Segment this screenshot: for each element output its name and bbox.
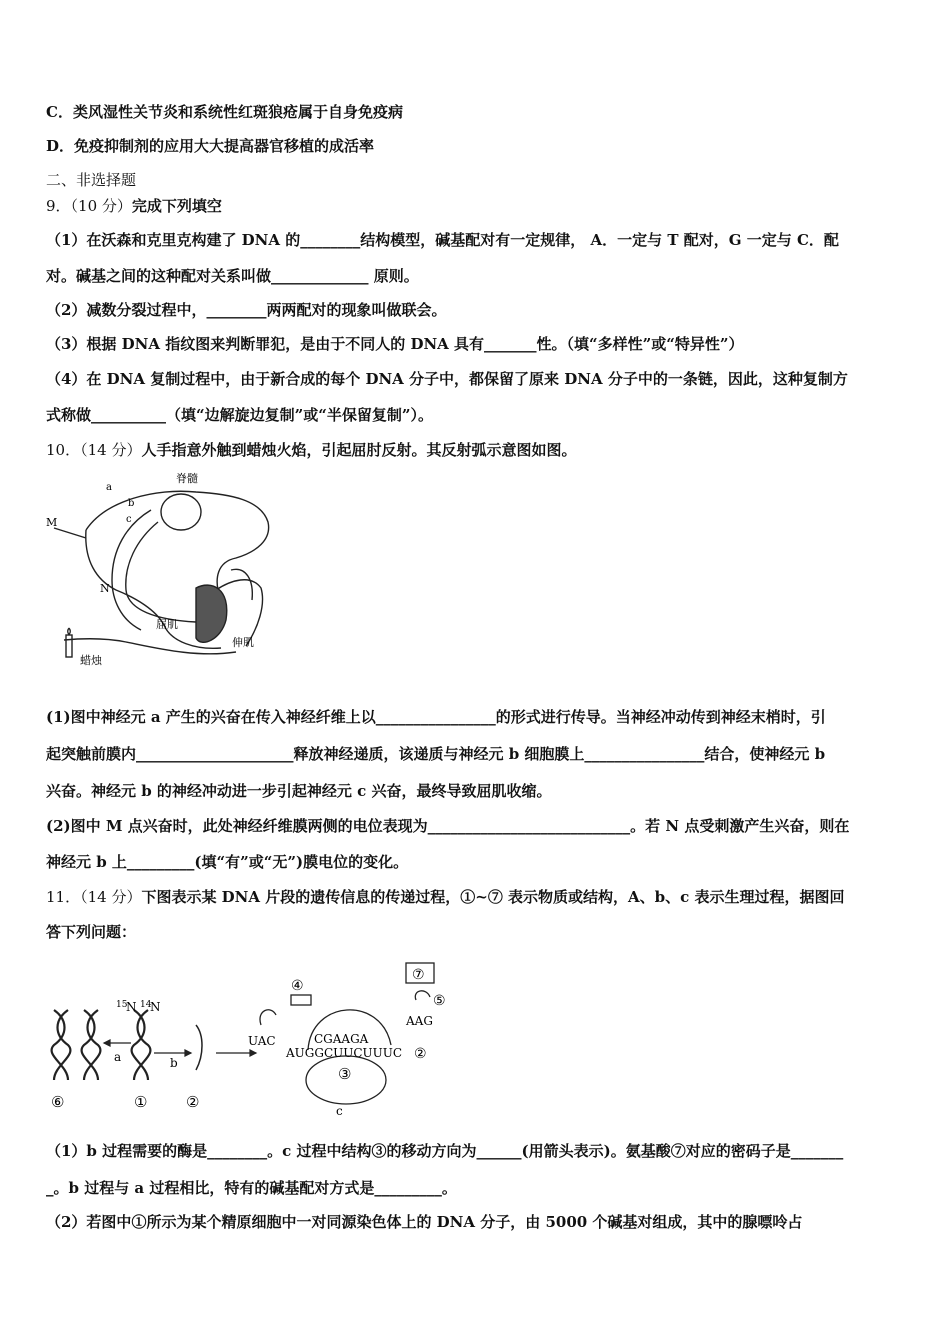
flexor-muscle-shape <box>196 585 227 642</box>
label-spinal-cord: 脊髓 <box>176 472 198 485</box>
extensor-muscle-shape <box>231 569 252 600</box>
reflex-arc-figure <box>46 470 276 670</box>
label-process-b: b <box>170 1056 178 1070</box>
q10-number: 10．（14 分） <box>46 441 142 459</box>
label-b: b <box>128 498 135 509</box>
q9-part3: （3）根据 DNA 指纹图来判断罪犯，是由于不同人的 DNA 具有_______性。（填“多样性”或“特异性”） <box>46 335 744 353</box>
label-process-c: c <box>336 1104 343 1118</box>
arrow-to-c-head <box>250 1050 256 1056</box>
flame-shape <box>68 628 71 635</box>
q10-part2-line2: 神经元 b 上_________(填“有”或“无”)膜电位的变化。 <box>46 853 409 871</box>
label-extensor: 伸肌 <box>232 636 254 649</box>
label-aag: AAG <box>406 1014 433 1028</box>
arrow-a-head <box>104 1040 110 1046</box>
candle-shape <box>66 635 72 657</box>
label-circle-5: ⑤ <box>433 993 446 1009</box>
label-process-a: a <box>114 1050 122 1064</box>
m-pointer <box>54 528 86 538</box>
option-c: C．类风湿性关节炎和系统性红斑狼疮属于自身免疫病 <box>46 103 403 121</box>
q9-part4-line2: 式称做__________（填“边解旋边复制”或“半保留复制”）。 <box>46 406 434 424</box>
grey-matter <box>161 494 201 530</box>
label-circle-1: ① <box>134 1093 148 1111</box>
label-anticodons: CGAAGA <box>314 1032 369 1046</box>
label-flexor: 屈肌 <box>156 618 178 631</box>
label-circle-7: ⑦ <box>412 967 425 983</box>
q11-heading <box>46 887 908 907</box>
q9-part1-line1: （1）在沃森和克里克构建了 DNA 的________结构模型，碱基配对有一定规律， A．一定与 T 配对，G 一定与 C．配 <box>46 231 839 249</box>
label-circle-6: ⑥ <box>51 1093 65 1111</box>
peptide-box-4 <box>291 995 311 1005</box>
spinal-outline <box>86 491 269 590</box>
label-n: N <box>100 582 110 595</box>
q11-part1-line2: _。b 过程与 a 过程相比，特有的碱基配对方式是_________。 <box>46 1179 457 1197</box>
q10-heading <box>46 440 908 460</box>
q11-part1-line1: （1）b 过程需要的酶是________。c 过程中结构③的移动方向为______(用箭头表示)。氨基酸⑦对应的密码子是_______ <box>46 1142 844 1160</box>
label-uac: UAC <box>248 1034 276 1048</box>
q11-number: 11．（14 分） <box>46 888 142 906</box>
label-a: a <box>106 482 112 493</box>
q10-part1-line1: (1)图中神经元 a 产生的兴奋在传入神经纤维上以________________的形式进行传导。当神经冲动传到神经末梢时，引 <box>46 708 826 726</box>
q9-title: 完成下列填空 <box>131 197 222 215</box>
dna-flow-figure <box>46 955 446 1120</box>
label-circle-2a: ② <box>186 1093 200 1111</box>
rna-strand-2 <box>196 1025 202 1070</box>
q9-heading <box>46 196 908 216</box>
label-n1: N <box>126 1000 137 1014</box>
section-heading: 二、非选择题 <box>46 171 137 189</box>
efferent-fiber <box>126 522 196 622</box>
label-c: c <box>126 514 132 525</box>
q10-part1-line2: 起突触前膜内_____________________释放神经递质，该递质与神经元 b 细胞膜上________________结合，使神经元 b <box>46 745 826 763</box>
arrow-b-head <box>185 1050 191 1056</box>
label-circle-2b: ② <box>414 1046 427 1062</box>
q9-part4-line1: （4）在 DNA 复制过程中，由于新合成的每个 DNA 分子中，都保留了原来 DNA 分子中的一条链，因此，这种复制方 <box>46 370 848 388</box>
q9-part2: （2）减数分裂过程中，________两两配对的现象叫做联会。 <box>46 301 447 319</box>
q10-part1-line3: 兴奋。神经元 b 的神经冲动进一步引起神经元 c 兴奋，最终导致屈肌收缩。 <box>46 782 552 800</box>
label-candle: 蜡烛 <box>80 654 102 667</box>
option-d: D．免疫抑制剂的应用大大提高器官移植的成活率 <box>46 137 375 155</box>
q11-heading-line2: 答下列问题： <box>46 923 137 941</box>
label-n2: N <box>150 1000 161 1014</box>
q10-part2-line1: (2)图中 M 点兴奋时，此处神经纤维膜两侧的电位表现为___________________________。若 N 点受刺激产生兴奋，则在 <box>46 817 850 835</box>
label-circle-4: ④ <box>291 978 304 994</box>
q9-part1-line2: 对。碱基之间的这种配对关系叫做_____________ 原则。 <box>46 267 419 285</box>
label-m: M <box>46 516 58 529</box>
label-14: 14 <box>140 1000 152 1010</box>
trna-right <box>415 991 430 1000</box>
label-15: 15 <box>116 1000 128 1010</box>
q11-title: 下图表示某 DNA 片段的遗传信息的传递过程，①~⑦ 表示物质或结构，A、b、c 表示生理过程，据图回 <box>141 888 845 906</box>
q9-number: 9．（10 分） <box>46 197 132 215</box>
trna-left <box>260 1010 276 1025</box>
q10-title: 人手指意外触到蜡烛火焰，引起屈肘反射。其反射弧示意图如图。 <box>141 441 577 459</box>
label-circle-3: ③ <box>338 1065 352 1083</box>
q11-part2-line1: （2）若图中①所示为某个精原细胞中一对同源染色体上的 DNA 分子，由 5000 个碱基对组成，其中的腺嘌呤占 <box>46 1213 803 1231</box>
label-mrna: AUGGCUUCUUUC <box>286 1046 403 1060</box>
